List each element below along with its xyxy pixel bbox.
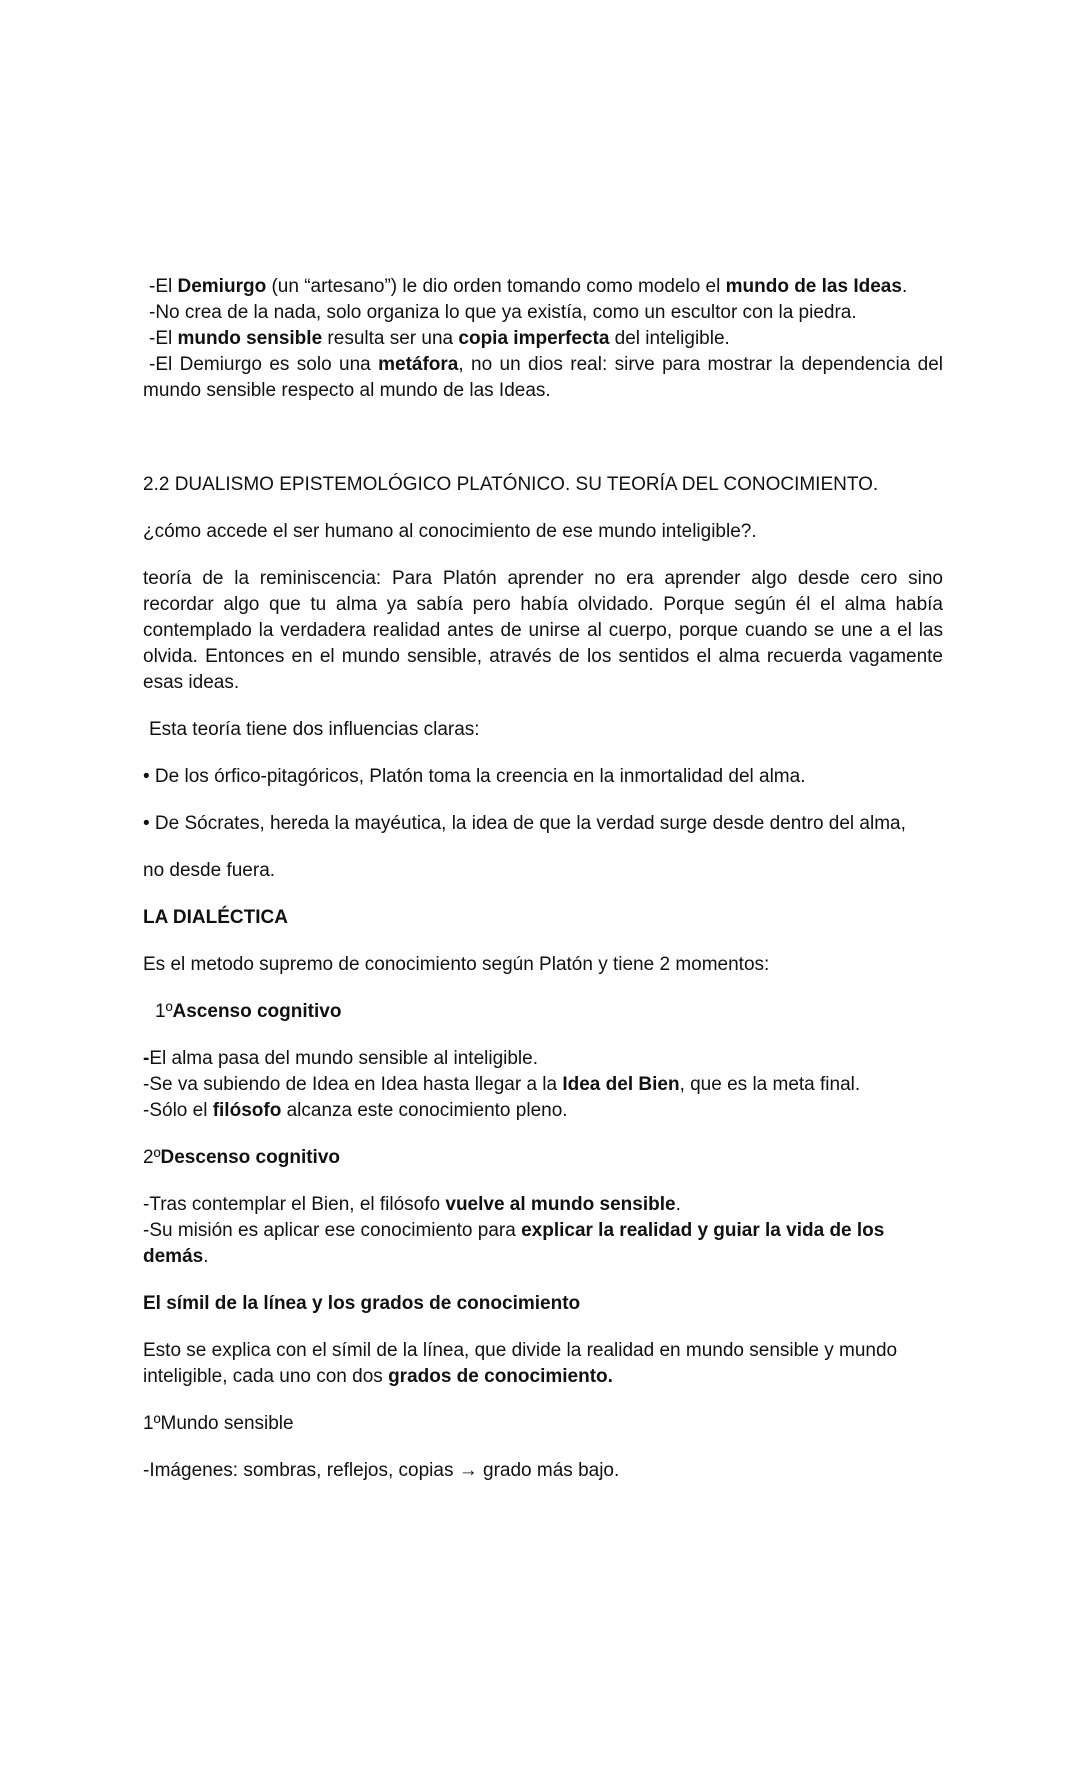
dialectic-intro: Es el metodo supremo de conocimiento según Platón y tiene 2 momentos: [143,954,770,975]
influence-socrates-continued: no desde fuera. [143,860,276,881]
bold-explicar-realidad: explicar la realidad y guiar la vida de los demás [143,1220,885,1267]
bold-vuelve-mundo-sensible: vuelve al mundo sensible [445,1194,676,1215]
demiurge-line-3: -El mundo sensible resulta ser una copia imperfecta del inteligible. [149,328,730,349]
sensible-world-heading: 1ºMundo sensible [143,1413,294,1434]
dialectic-heading: LA DIALÉCTICA [143,907,288,928]
influences-intro: Esta teoría tiene dos influencias claras: [149,719,480,740]
bold-mundo-ideas: mundo de las Ideas [725,276,902,297]
descent-heading: 2ºDescenso cognitivo [143,1147,341,1168]
bold-mundo-sensible: mundo sensible [177,328,323,349]
ascent-list [143,1046,943,1124]
influence-orphic: • De los órfico-pitagóricos, Platón toma la creencia en la inmortalidad del alma. [143,766,806,787]
demiurge-paragraph [143,274,943,404]
bold-metafora: metáfora [378,354,459,375]
ascent-item-1: -El alma pasa del mundo sensible al inteligible. [143,1048,539,1069]
bold-copia-imperfecta: copia imperfecta [458,328,610,349]
descent-list [143,1192,943,1270]
bold-filosofo: filósofo [212,1100,282,1121]
bold-demiurgo: Demiurgo [177,276,267,297]
demiurge-line-4: -El Demiurgo es solo una metáfora, no un dios real: sirve para mostrar la dependencia del mundo sensible respecto al mundo de las Ideas. [143,354,944,401]
line-simile-heading: El símil de la línea y los grados de conocimiento [143,1293,581,1314]
line-simile-intro: Esto se explica con el símil de la línea, que divide la realidad en mundo sensible y mundo inteligible, cada uno con dos grados de conocimiento. [143,1340,898,1387]
reminiscence-paragraph: teoría de la reminiscencia: Para Platón aprender no era aprender algo desde cero sino recordar algo que tu alma ya sabía pero había olvidado. Porque según él el alma había contemplado la verdadera realidad antes de unirse al cuerpo, porque cuando se une a el las olvida. Entonces en el mundo sensible, através de los sentidos el alma recuerda vagamente esas ideas. [143,568,943,693]
descent-item-2: -Su misión es aplicar ese conocimiento para explicar la realidad y guiar la vida de los demás. [143,1220,885,1267]
ascent-item-2: -Se va subiendo de Idea en Idea hasta llegar a la Idea del Bien, que es la meta final. [143,1074,861,1095]
ascent-heading: 1ºAscenso cognitivo [155,1001,342,1022]
descent-item-1: -Tras contemplar el Bien, el filósofo vuelve al mundo sensible. [143,1194,681,1215]
bold-idea-del-bien: Idea del Bien [562,1074,680,1095]
images-item: -Imágenes: sombras, reflejos, copias → grado más bajo. [143,1460,620,1481]
section-title: 2.2 DUALISMO EPISTEMOLÓGICO PLATÓNICO. SU TEORÍA DEL CONOCIMIENTO. [143,474,879,495]
document-body [143,274,943,1505]
ascent-item-3: -Sólo el filósofo alcanza este conocimiento pleno. [143,1100,568,1121]
bold-grados-conocimiento: grados de conocimiento. [388,1366,613,1387]
demiurge-line-1: -El Demiurgo (un “artesano”) le dio orden tomando como modelo el mundo de las Ideas. [149,276,908,297]
demiurge-line-2: -No crea de la nada, solo organiza lo que ya existía, como un escultor con la piedra. [149,302,857,323]
guiding-question: ¿cómo accede el ser humano al conocimiento de ese mundo inteligible?. [143,521,757,542]
influence-socrates: • De Sócrates, hereda la mayéutica, la idea de que la verdad surge desde dentro del alma, [143,813,906,834]
